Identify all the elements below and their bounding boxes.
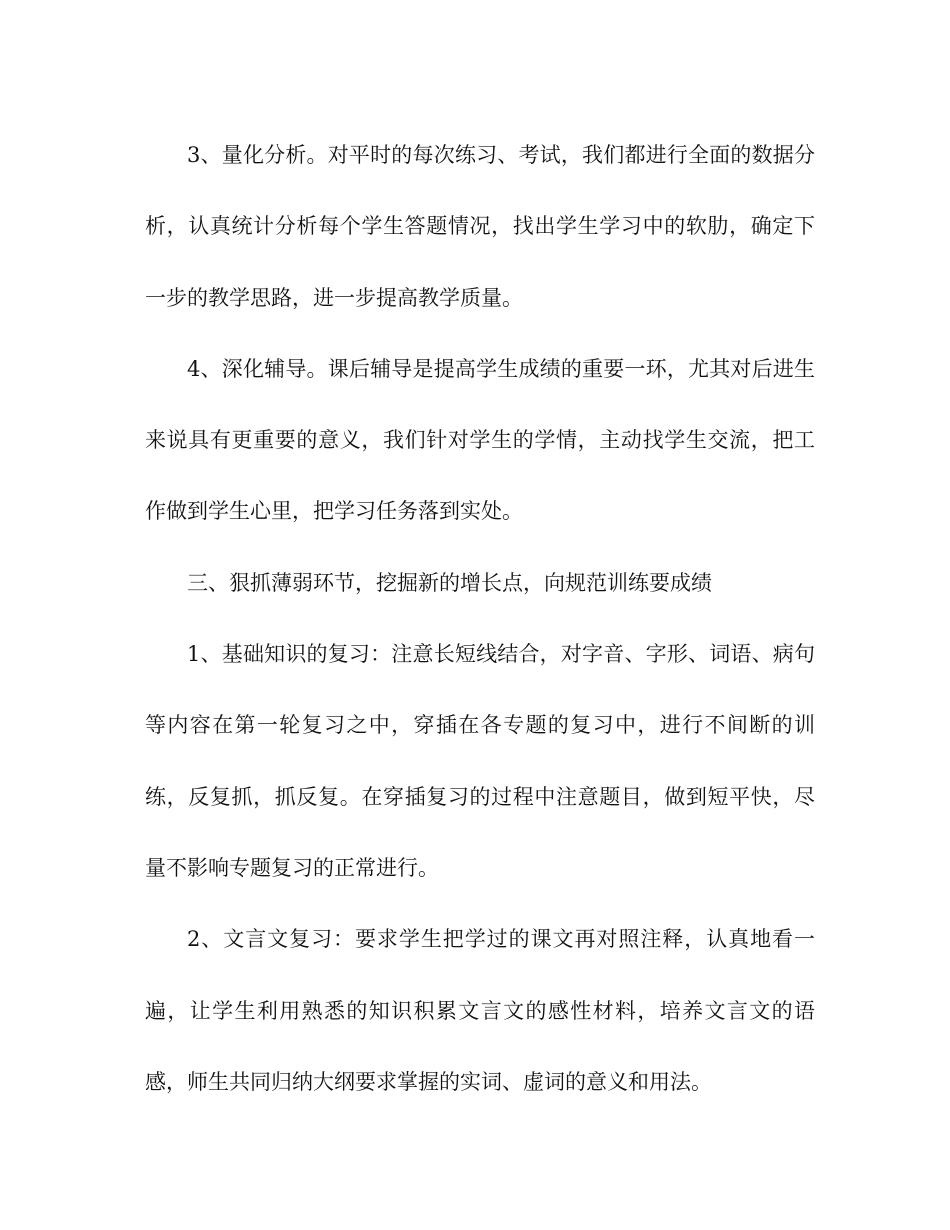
paragraph-quantitative-analysis: 3、量化分析。对平时的每次练习、考试，我们都进行全面的数据分析，认真统计分析每个学生答题情况，找出学生学习中的软肋，确定下一步的教学思路，进一步提高教学质量。 (145, 143, 815, 310)
section-heading-weak-links: 三、狠抓薄弱环节，挖掘新的增长点，向规范训练要成绩 (187, 570, 712, 595)
document-body (145, 120, 815, 1118)
paragraph-deepen-tutoring: 4、深化辅导。课后辅导是提高学生成绩的重要一环，尤其对后进生来说具有更重要的意义，我们针对学生的学情，主动找学生交流，把工作做到学生心里，把学习任务落到实处。 (145, 356, 815, 524)
paragraph-classical-chinese-review: 2、文言文复习：要求学生把学过的课文再对照注释，认真地看一遍，让学生利用熟悉的知识积累文言文的感性材料，培养文言文的语感，师生共同归纳大纲要求掌握的实词、虚词的意义和用法。 (145, 927, 815, 1094)
paragraph-basic-knowledge-review: 1、基础知识的复习：注意长短线结合，对字音、字形、词语、病句等内容在第一轮复习之中，穿插在各专题的复习中，进行不间断的训练，反复抓，抓反复。在穿插复习的过程中注意题目，做到短平快，尽量不影响专题复习的正常进行。 (145, 642, 815, 880)
